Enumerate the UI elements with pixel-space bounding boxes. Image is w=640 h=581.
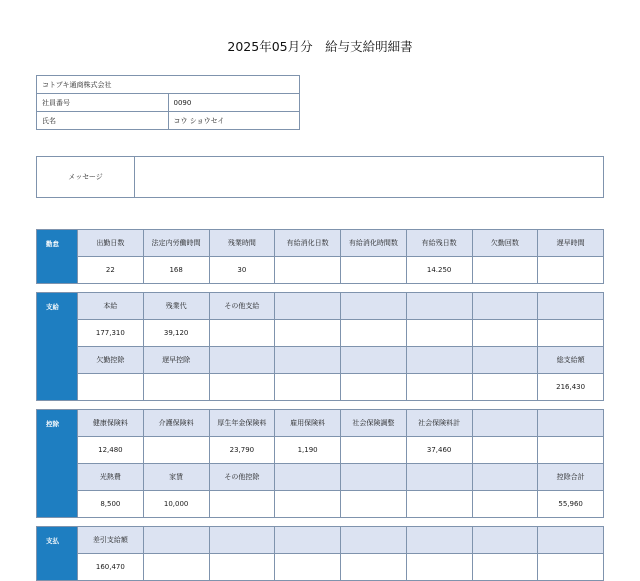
net-pay-header-cell <box>341 527 407 554</box>
payments-header-cell <box>538 293 604 320</box>
employee-number-label: 社員番号 <box>37 94 169 112</box>
deductions-value-cell: 1,190 <box>275 437 341 464</box>
deductions-header-cell <box>472 464 538 491</box>
payments-value-cell <box>538 320 604 347</box>
payments-row-value <box>37 320 604 347</box>
deductions-header-cell <box>406 464 472 491</box>
deductions-row-value <box>37 491 604 518</box>
payments-value-cell <box>78 374 144 401</box>
net-pay-row-value <box>37 554 604 581</box>
net-pay-header-cell <box>406 527 472 554</box>
net-pay-value-cell: 160,470 <box>78 554 144 581</box>
deductions-header-cell: 健康保険料 <box>78 410 144 437</box>
payments-header-cell: 残業代 <box>143 293 209 320</box>
deductions-row-header <box>37 464 604 491</box>
section-gap <box>37 518 604 527</box>
net-pay-header-cell <box>209 527 275 554</box>
payments-value-cell <box>472 320 538 347</box>
payments-header-cell: 欠勤控除 <box>78 347 144 374</box>
payments-header-cell: その他支給 <box>209 293 275 320</box>
payroll-grid <box>36 229 604 581</box>
deductions-value-cell <box>472 491 538 518</box>
net-pay-value-cell <box>538 554 604 581</box>
payments-header-cell: 遅早控除 <box>143 347 209 374</box>
attendance-value-cell <box>275 257 341 284</box>
payments-value-cell <box>472 374 538 401</box>
attendance-header-cell: 遅早時間 <box>538 230 604 257</box>
payments-header-cell <box>341 347 407 374</box>
deductions-header-cell <box>472 410 538 437</box>
net-pay-value-cell <box>341 554 407 581</box>
payments-value-cell: 177,310 <box>78 320 144 347</box>
net-pay-value-cell <box>209 554 275 581</box>
net-pay-value-cell <box>472 554 538 581</box>
net-pay-row-header <box>37 527 604 554</box>
payments-header-cell: 総支給額 <box>538 347 604 374</box>
attendance-section-label: 勤怠 <box>37 230 78 284</box>
deductions-value-cell: 23,790 <box>209 437 275 464</box>
payments-section-label: 支給 <box>37 293 78 401</box>
deductions-header-cell: 家賃 <box>143 464 209 491</box>
payments-value-cell <box>275 320 341 347</box>
payments-value-cell <box>143 374 209 401</box>
payments-header-cell <box>275 347 341 374</box>
attendance-header-cell: 欠勤回数 <box>472 230 538 257</box>
attendance-header-cell: 有給消化時間数 <box>341 230 407 257</box>
deductions-value-cell <box>275 491 341 518</box>
deductions-value-cell: 8,500 <box>78 491 144 518</box>
attendance-header-cell: 有給消化日数 <box>275 230 341 257</box>
deductions-header-cell: その他控除 <box>209 464 275 491</box>
deductions-value-cell: 12,480 <box>78 437 144 464</box>
payments-header-cell <box>472 293 538 320</box>
deductions-section-label: 控除 <box>37 410 78 518</box>
net-pay-section-label: 支払 <box>37 527 78 581</box>
net-pay-header-cell <box>472 527 538 554</box>
payments-value-cell <box>406 374 472 401</box>
deductions-value-cell <box>472 437 538 464</box>
employee-info-table <box>36 75 300 130</box>
payments-header-cell <box>406 293 472 320</box>
payments-row-value <box>37 374 604 401</box>
payments-header-cell <box>341 293 407 320</box>
deductions-value-cell <box>341 437 407 464</box>
net-pay-header-cell <box>538 527 604 554</box>
deductions-header-cell: 社会保険料計 <box>406 410 472 437</box>
payments-value-cell <box>341 320 407 347</box>
attendance-value-cell: 22 <box>78 257 144 284</box>
attendance-header-cell: 有給残日数 <box>406 230 472 257</box>
payments-header-cell <box>275 293 341 320</box>
section-gap <box>37 284 604 293</box>
deductions-header-cell: 雇用保険料 <box>275 410 341 437</box>
message-content <box>135 157 604 198</box>
deductions-row-value <box>37 437 604 464</box>
deductions-header-cell <box>538 410 604 437</box>
attendance-header-cell: 残業時間 <box>209 230 275 257</box>
payments-value-cell <box>209 320 275 347</box>
payments-header-cell <box>472 347 538 374</box>
section-gap <box>37 401 604 410</box>
payments-value-cell <box>275 374 341 401</box>
deductions-value-cell <box>406 491 472 518</box>
deductions-value-cell <box>341 491 407 518</box>
payments-value-cell <box>406 320 472 347</box>
employee-name-label: 氏名 <box>37 112 169 130</box>
attendance-row-value <box>37 257 604 284</box>
deductions-value-cell <box>209 491 275 518</box>
net-pay-header-cell: 差引支給額 <box>78 527 144 554</box>
payments-row-header <box>37 293 604 320</box>
payments-header-cell <box>406 347 472 374</box>
net-pay-header-cell <box>275 527 341 554</box>
message-label: メッセージ <box>37 157 135 198</box>
attendance-value-cell <box>538 257 604 284</box>
attendance-value-cell <box>341 257 407 284</box>
message-box <box>36 156 604 198</box>
attendance-value-cell: 168 <box>143 257 209 284</box>
attendance-value-cell <box>472 257 538 284</box>
deductions-header-cell: 控除合計 <box>538 464 604 491</box>
deductions-header-cell: 介護保険料 <box>143 410 209 437</box>
attendance-value-cell: 14.250 <box>406 257 472 284</box>
payments-header-cell <box>209 347 275 374</box>
net-pay-value-cell <box>406 554 472 581</box>
attendance-row-header <box>37 230 604 257</box>
deductions-header-cell <box>341 464 407 491</box>
deductions-value-cell <box>143 437 209 464</box>
deductions-value-cell: 10,000 <box>143 491 209 518</box>
deductions-value-cell: 37,460 <box>406 437 472 464</box>
attendance-value-cell: 30 <box>209 257 275 284</box>
employee-number-value: 0090 <box>168 94 300 112</box>
payments-row-header <box>37 347 604 374</box>
employee-name-value: コウ ショウセイ <box>168 112 300 130</box>
company-name: コトブキ通商株式会社 <box>37 76 300 94</box>
deductions-row-header <box>37 410 604 437</box>
deductions-header-cell <box>275 464 341 491</box>
payments-header-cell: 本給 <box>78 293 144 320</box>
deductions-value-cell: 55,960 <box>538 491 604 518</box>
deductions-header-cell: 光熱費 <box>78 464 144 491</box>
payments-value-cell: 216,430 <box>538 374 604 401</box>
payments-value-cell <box>209 374 275 401</box>
page-title: 2025年05月分 給与支給明細書 <box>227 39 413 54</box>
deductions-header-cell: 厚生年金保険料 <box>209 410 275 437</box>
net-pay-value-cell <box>143 554 209 581</box>
net-pay-header-cell <box>143 527 209 554</box>
attendance-header-cell: 法定内労働時間 <box>143 230 209 257</box>
payments-value-cell <box>341 374 407 401</box>
attendance-header-cell: 出勤日数 <box>78 230 144 257</box>
deductions-value-cell <box>538 437 604 464</box>
payments-value-cell: 39,120 <box>143 320 209 347</box>
net-pay-value-cell <box>275 554 341 581</box>
deductions-header-cell: 社会保険調整 <box>341 410 407 437</box>
